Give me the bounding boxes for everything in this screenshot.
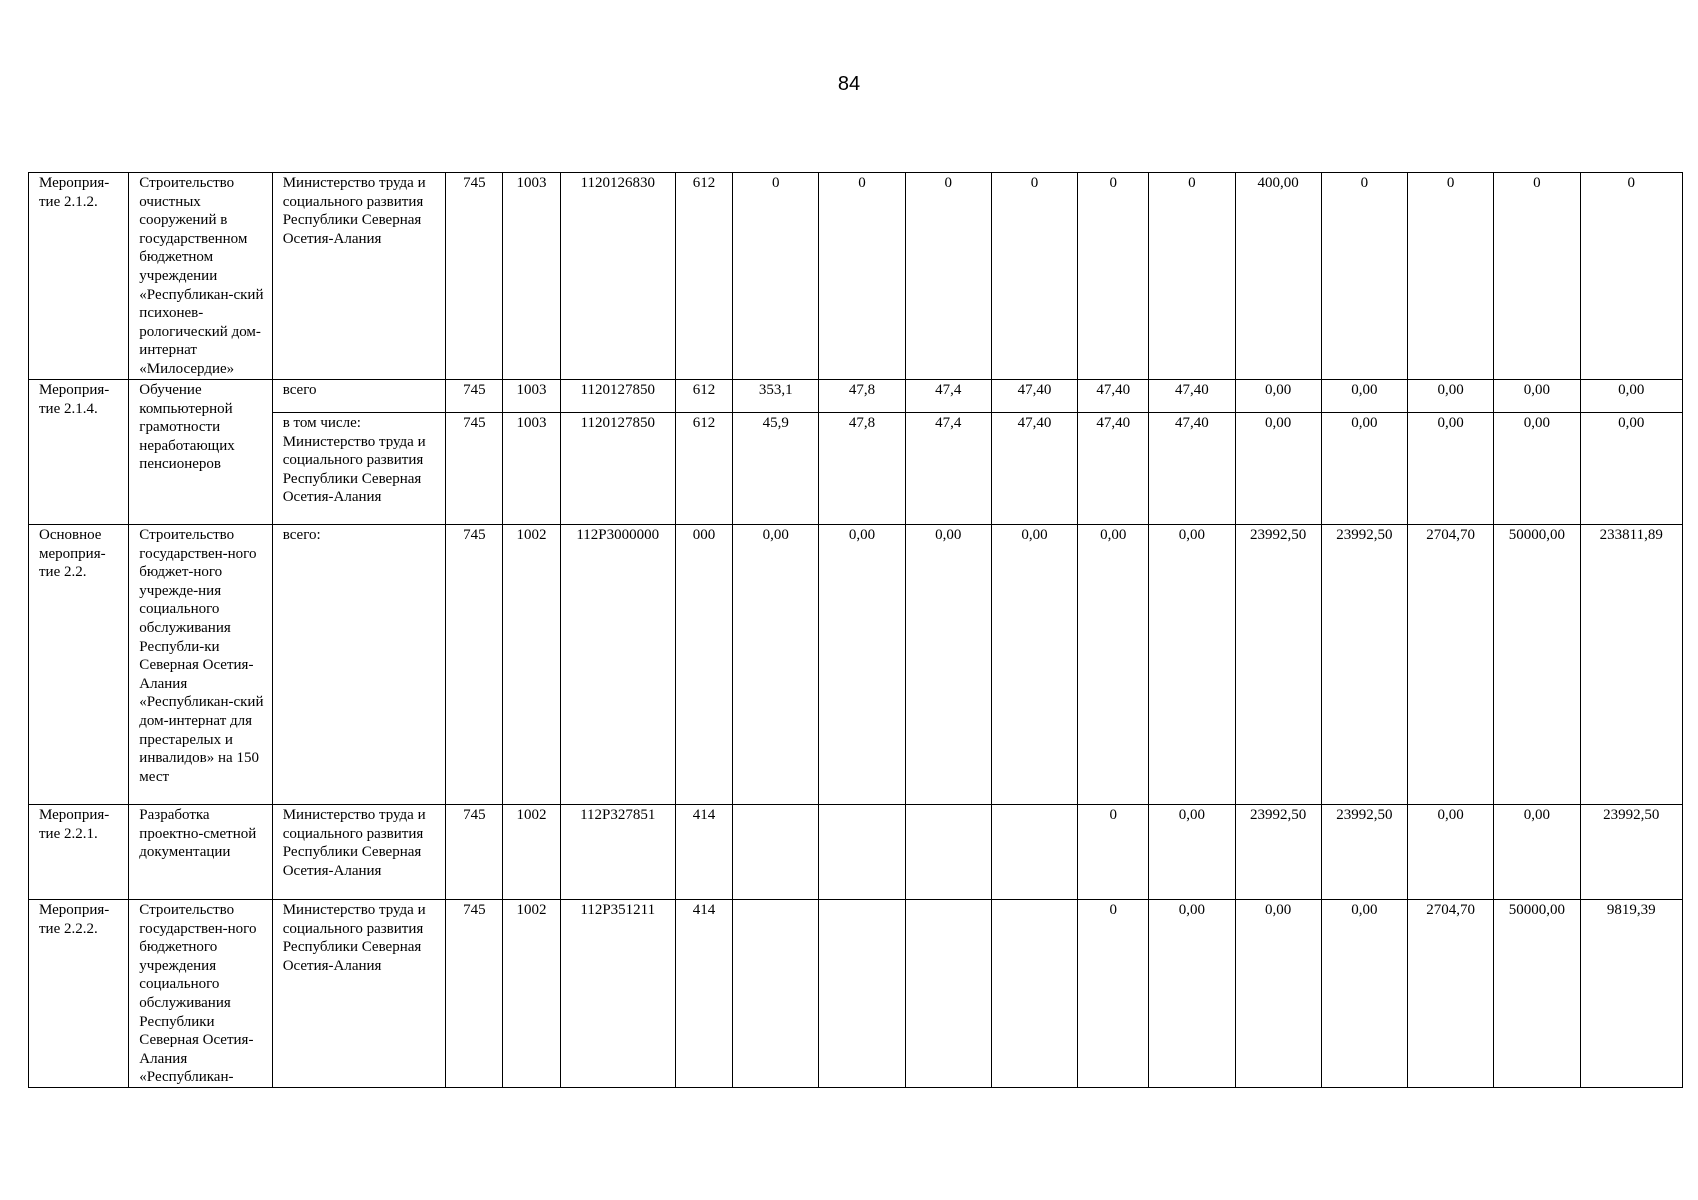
value-cell: 47,8 (819, 413, 905, 525)
value-cell: 0,00 (1494, 413, 1580, 525)
value-cell: 0,00 (1408, 805, 1494, 900)
value-cell: 9819,39 (1580, 900, 1682, 1088)
value-cell: 0 (1494, 173, 1580, 380)
value-cell: 47,40 (1078, 413, 1149, 525)
value-cell: 0,00 (819, 525, 905, 805)
value-cell: 50000,00 (1494, 900, 1580, 1088)
table-row (29, 900, 1683, 1088)
value-cell: 0,00 (905, 525, 991, 805)
value-cell (733, 900, 819, 1088)
csr-cell: 1120126830 (560, 173, 675, 380)
vr-cell: 612 (675, 380, 732, 413)
value-cell: 0,00 (1580, 380, 1682, 413)
value-cell: 50000,00 (1494, 525, 1580, 805)
value-cell: 0 (1078, 173, 1149, 380)
value-cell: 47,4 (905, 380, 991, 413)
value-cell: 0 (819, 173, 905, 380)
value-cell: 0,00 (1149, 805, 1235, 900)
value-cell (819, 900, 905, 1088)
table-row (29, 413, 1683, 525)
rzpr-cell: 1002 (503, 525, 560, 805)
row-executor: всего: (272, 525, 446, 805)
grbs-cell: 745 (446, 805, 503, 900)
value-cell: 0,00 (1408, 413, 1494, 525)
page-number: 84 (837, 73, 861, 95)
value-cell: 0,00 (1078, 525, 1149, 805)
value-cell: 0,00 (1321, 413, 1407, 525)
row-executor: Министерство труда и социального развития Республики Северная Осетия-Алания (272, 805, 446, 900)
value-cell: 0,00 (1494, 805, 1580, 900)
csr-cell: 112P3000000 (560, 525, 675, 805)
table-row (29, 173, 1683, 380)
table-row (29, 525, 1683, 805)
rzpr-cell: 1003 (503, 173, 560, 380)
value-cell: 233811,89 (1580, 525, 1682, 805)
value-cell: 47,8 (819, 380, 905, 413)
csr-cell: 112P327851 (560, 805, 675, 900)
budget-table (28, 172, 1683, 1088)
vr-cell: 414 (675, 900, 732, 1088)
row-name: Строительство государствен-ного бюджетного учреждения социального обслуживания Республики Северная Осетия-Алания «Республикан- (129, 900, 272, 1088)
value-cell: 23992,50 (1235, 805, 1321, 900)
value-cell: 0,00 (1494, 380, 1580, 413)
row-executor: всего (272, 380, 446, 413)
rzpr-cell: 1002 (503, 900, 560, 1088)
value-cell: 400,00 (1235, 173, 1321, 380)
row-name: Строительство государствен-ного бюджет-ного учрежде-ния социального обслуживания Республи-ки Северная Осетия-Алания «Республикан-ский дом-интернат для престарелых и инвалидов» на 150 мест (129, 525, 272, 805)
value-cell: 0,00 (1149, 525, 1235, 805)
value-cell: 2704,70 (1408, 900, 1494, 1088)
rzpr-cell: 1002 (503, 805, 560, 900)
csr-cell: 1120127850 (560, 380, 675, 413)
grbs-cell: 745 (446, 900, 503, 1088)
value-cell: 45,9 (733, 413, 819, 525)
value-cell: 353,1 (733, 380, 819, 413)
value-cell (905, 805, 991, 900)
value-cell (819, 805, 905, 900)
value-cell: 23992,50 (1235, 525, 1321, 805)
rzpr-cell: 1003 (503, 413, 560, 525)
table-row (29, 380, 1683, 413)
row-label: Мероприя-тие 2.2.1. (29, 805, 129, 900)
row-name: Обучение компьютерной грамотности неработающих пенсионеров (129, 380, 272, 525)
value-cell (991, 805, 1077, 900)
value-cell: 23992,50 (1580, 805, 1682, 900)
value-cell: 0 (1321, 173, 1407, 380)
value-cell: 0,00 (1235, 900, 1321, 1088)
row-label: Основное мероприя-тие 2.2. (29, 525, 129, 805)
value-cell: 23992,50 (1321, 525, 1407, 805)
grbs-cell: 745 (446, 525, 503, 805)
value-cell: 0,00 (1235, 413, 1321, 525)
value-cell (905, 900, 991, 1088)
row-label: Мероприя-тие 2.1.4. (29, 380, 129, 525)
vr-cell: 000 (675, 525, 732, 805)
value-cell: 47,40 (991, 380, 1077, 413)
grbs-cell: 745 (446, 380, 503, 413)
value-cell: 0,00 (1321, 900, 1407, 1088)
csr-cell: 1120127850 (560, 413, 675, 525)
value-cell: 47,40 (991, 413, 1077, 525)
value-cell: 2704,70 (1408, 525, 1494, 805)
value-cell: 47,4 (905, 413, 991, 525)
value-cell: 0 (1078, 900, 1149, 1088)
row-label: Мероприя-тие 2.1.2. (29, 173, 129, 380)
row-name: Разработка проектно-сметной документации (129, 805, 272, 900)
rzpr-cell: 1003 (503, 380, 560, 413)
value-cell: 0 (1149, 173, 1235, 380)
value-cell: 47,40 (1149, 380, 1235, 413)
vr-cell: 612 (675, 413, 732, 525)
grbs-cell: 745 (446, 173, 503, 380)
value-cell: 0,00 (1149, 900, 1235, 1088)
table-row (29, 805, 1683, 900)
vr-cell: 612 (675, 173, 732, 380)
value-cell: 0 (733, 173, 819, 380)
row-name: Строительство очистных сооружений в государственном бюджетном учреждении «Республикан-ский психонев-рологический дом-интернат «Милосердие» (129, 173, 272, 380)
value-cell: 0,00 (733, 525, 819, 805)
row-executor: Министерство труда и социального развития Республики Северная Осетия-Алания (272, 900, 446, 1088)
value-cell: 47,40 (1149, 413, 1235, 525)
value-cell: 0 (1580, 173, 1682, 380)
row-label: Мероприя-тие 2.2.2. (29, 900, 129, 1088)
grbs-cell: 745 (446, 413, 503, 525)
row-executor: в том числе: Министерство труда и социального развития Республики Северная Осетия-Алания (272, 413, 446, 525)
value-cell: 0 (905, 173, 991, 380)
value-cell: 0,00 (991, 525, 1077, 805)
value-cell: 0,00 (1321, 380, 1407, 413)
csr-cell: 112P351211 (560, 900, 675, 1088)
row-executor: Министерство труда и социального развития Республики Северная Осетия-Алания (272, 173, 446, 380)
value-cell: 23992,50 (1321, 805, 1407, 900)
value-cell (733, 805, 819, 900)
value-cell: 0,00 (1580, 413, 1682, 525)
value-cell (991, 900, 1077, 1088)
value-cell: 0 (1408, 173, 1494, 380)
value-cell: 0 (1078, 805, 1149, 900)
value-cell: 47,40 (1078, 380, 1149, 413)
vr-cell: 414 (675, 805, 732, 900)
value-cell: 0 (991, 173, 1077, 380)
value-cell: 0,00 (1235, 380, 1321, 413)
value-cell: 0,00 (1408, 380, 1494, 413)
